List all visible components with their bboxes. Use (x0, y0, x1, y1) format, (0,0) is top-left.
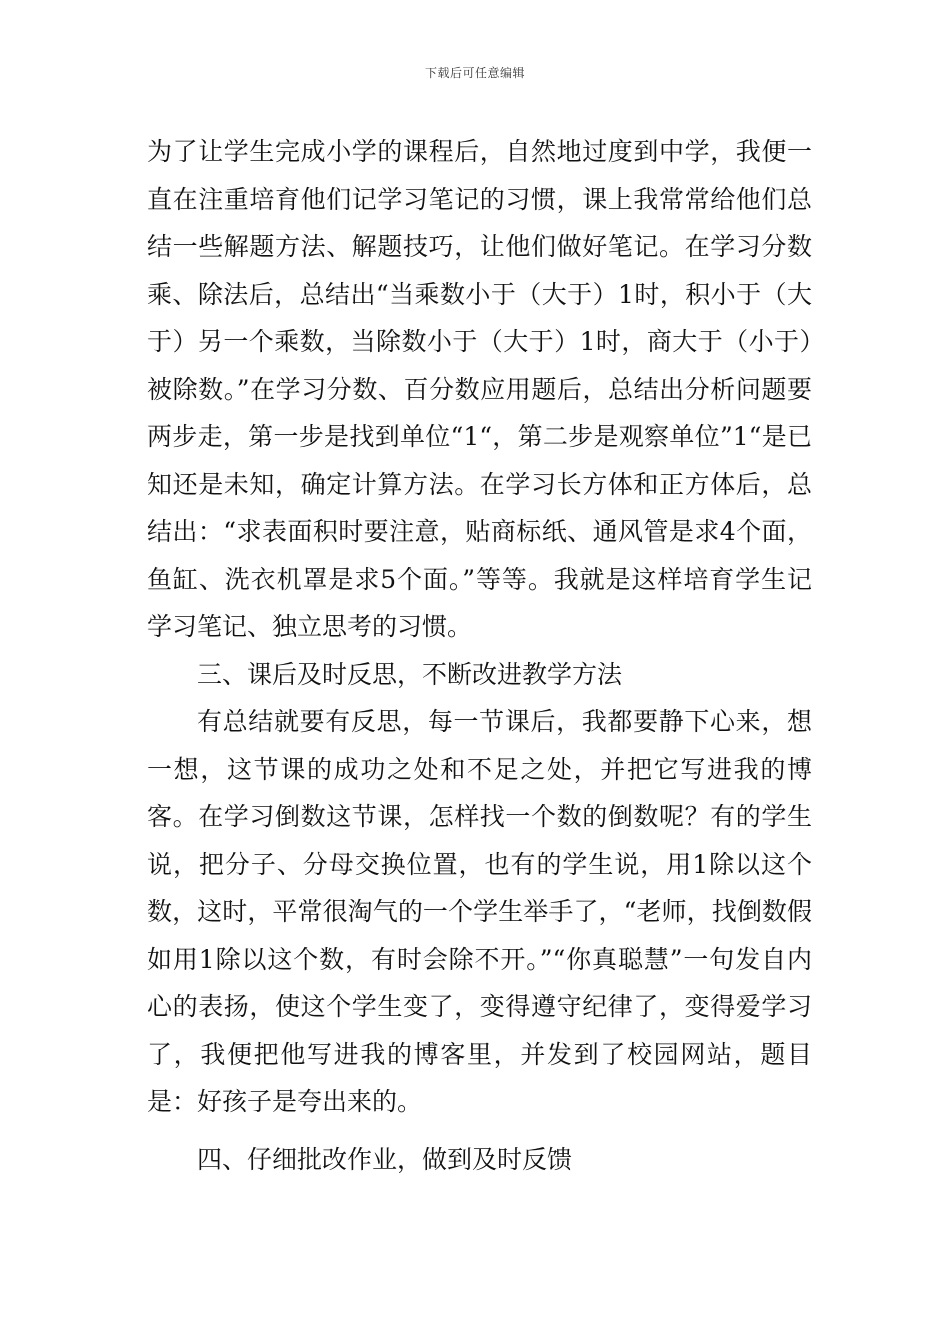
section-heading-4: 四、仔细批改作业，做到及时反馈 (197, 1144, 573, 1174)
paragraph-study-notes: 为了让学生完成小学的课程后，自然地过度到中学，我便一直在注重培育他们记学习笔记的习惯，课上我常常给他们总结一些解题方法、解题技巧，让他们做好笔记。在学习分数乘、除法后，总结出“当乘数小于（大于）1时，积小于（大于）另一个乘数，当除数小于（大于）1时，商大于（小于）被除数。”在学习分数、百分数应用题后，总结出分析问题要两步走，第一步是找到单位“1“，第二步是观察单位”1“是已知还是未知，确定计算方法。在学习长方体和正方体后，总结出：“求表面积时要注意，贴商标纸、通风管是求4个面，鱼缸、洗衣机罩是求5个面。”等等。我就是这样培育学生记学习笔记、独立思考的习惯。 (147, 137, 812, 641)
paragraph-reflection: 有总结就要有反思，每一节课后，我都要静下心来，想一想，这节课的成功之处和不足之处，并把它写进我的博客。在学习倒数这节课，怎样找一个数的倒数呢？有的学生说，把分子、分母交换位置，也有的学生说，用1除以这个数，这时，平常很淘气的一个学生举手了，“老师，找倒数假如用1除以这个数，有时会除不开。”“你真聪慧”一句发自内心的表扬，使这个学生变了，变得遵守纪律了，变得爱学习了，我便把他写进我的博客里，并发到了校园网站，题目是：好孩子是夸出来的。 (147, 707, 812, 1116)
section-heading-3: 三、课后及时反思，不断改进教学方法 (197, 659, 623, 689)
page-header: 下载后可任意编辑 (424, 66, 525, 80)
document-body (147, 128, 812, 1183)
